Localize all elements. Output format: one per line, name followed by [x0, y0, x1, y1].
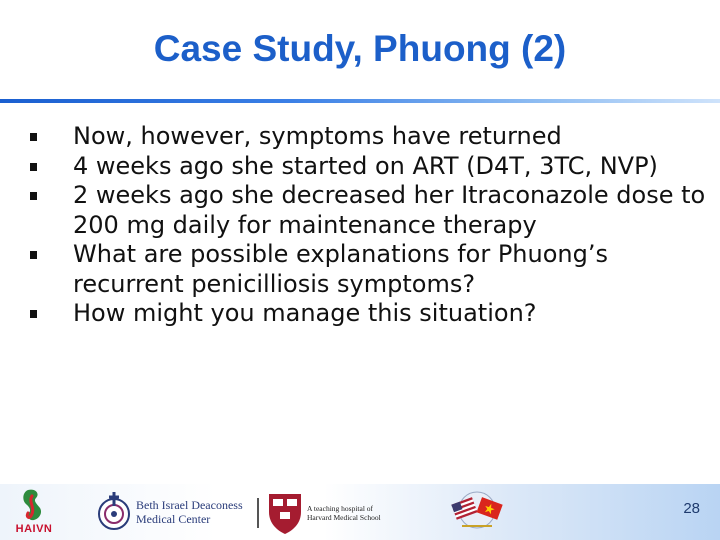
title-divider [0, 99, 720, 103]
logo-divider [257, 498, 259, 528]
bullet-square-icon [30, 251, 37, 259]
us-vietnam-flags-logo [448, 488, 506, 536]
bullet-item [30, 299, 710, 329]
harvard-logo [266, 490, 406, 536]
bullet-item [30, 152, 710, 182]
bullet-text: How might you manage this situation? [73, 299, 537, 327]
bullet-square-icon [30, 133, 37, 141]
bidmc-line-1: Beth Israel Deaconess [136, 498, 243, 512]
page-number: 28 [683, 500, 700, 517]
bullet-list [30, 122, 710, 329]
hms-caption [307, 504, 407, 522]
bullet-square-icon [30, 192, 37, 200]
haivn-logo [6, 486, 62, 538]
bullet-item [30, 240, 710, 299]
bullet-item [30, 122, 710, 152]
bullet-text: 4 weeks ago she started on ART (D4T, 3TC, NVP) [73, 151, 658, 180]
bidmc-logo [96, 490, 256, 536]
bullet-square-icon [30, 310, 37, 318]
bullet-item [30, 181, 710, 240]
bullet-square-icon [30, 163, 37, 171]
bidmc-line-2: Medical Center [136, 512, 211, 526]
hms-line-1: A teaching hospital of [307, 504, 374, 513]
footer-bar [0, 484, 720, 540]
bullet-text: What are possible explanations for Phuong’s recurrent penicilliosis symptoms? [73, 240, 608, 298]
crossed-flags-icon [448, 488, 506, 536]
hms-line-2: Harvard Medical School [307, 513, 381, 522]
bidmc-crest-icon [96, 490, 134, 534]
harvard-shield-icon [266, 490, 304, 536]
bullet-text: Now, however, symptoms have returned [73, 122, 562, 150]
bidmc-name [136, 498, 261, 526]
haivn-logo-text: HAIVN [15, 523, 53, 535]
slide-title: Case Study, Phuong (2) [153, 28, 567, 69]
haivn-map-icon [6, 486, 62, 526]
bullet-text: 2 weeks ago she decreased her Itraconazole dose to 200 mg daily for maintenance therapy [73, 181, 706, 239]
